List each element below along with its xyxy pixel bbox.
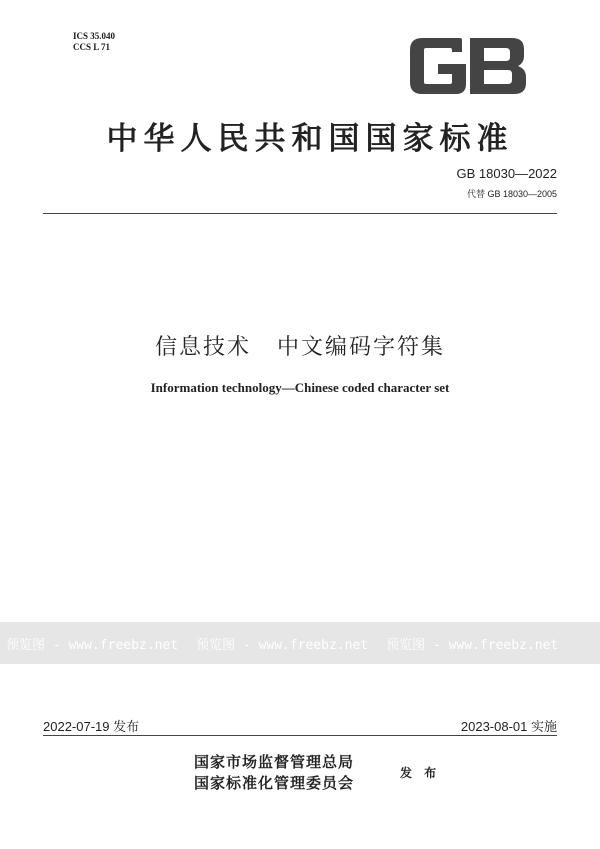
- document-title-english: Information technology—Chinese coded character set: [150, 380, 450, 395]
- issuing-authorities: [194, 752, 354, 794]
- watermark-text: 预览图 - www.freebz.net: [196, 637, 369, 653]
- issuer-sac: 国家标准化管理委员会: [194, 774, 355, 792]
- implementation-date: 2023-08-01 实施: [460, 719, 557, 734]
- gb-logo-icon: [406, 36, 528, 96]
- standard-category-title: 中华人民共和国国家标准: [106, 121, 514, 157]
- document-title-part2: 中文编码字符集: [277, 335, 446, 360]
- watermark-band: [0, 622, 600, 664]
- publish-label: 发 布: [400, 766, 441, 780]
- document-title-chinese: [0, 330, 600, 361]
- bottom-divider: [43, 735, 557, 736]
- watermark-text: 预览图 - www.freebz.net: [386, 637, 559, 653]
- classification-codes: [73, 31, 115, 53]
- issue-date: 2022-07-19 发布: [43, 719, 140, 734]
- document-title-part1: 信息技术: [154, 335, 251, 360]
- standard-number: GB 18030—2022: [456, 166, 557, 181]
- ics-code: ICS 35.040: [73, 31, 116, 41]
- issuer-samr: 国家市场监督管理总局: [194, 753, 355, 771]
- watermark-text: 预览图 - www.freebz.net: [6, 637, 179, 653]
- top-divider: [43, 213, 557, 214]
- replaces-standard: 代替 GB 18030—2005: [466, 189, 557, 199]
- ccs-code: CCS L 71: [73, 42, 111, 52]
